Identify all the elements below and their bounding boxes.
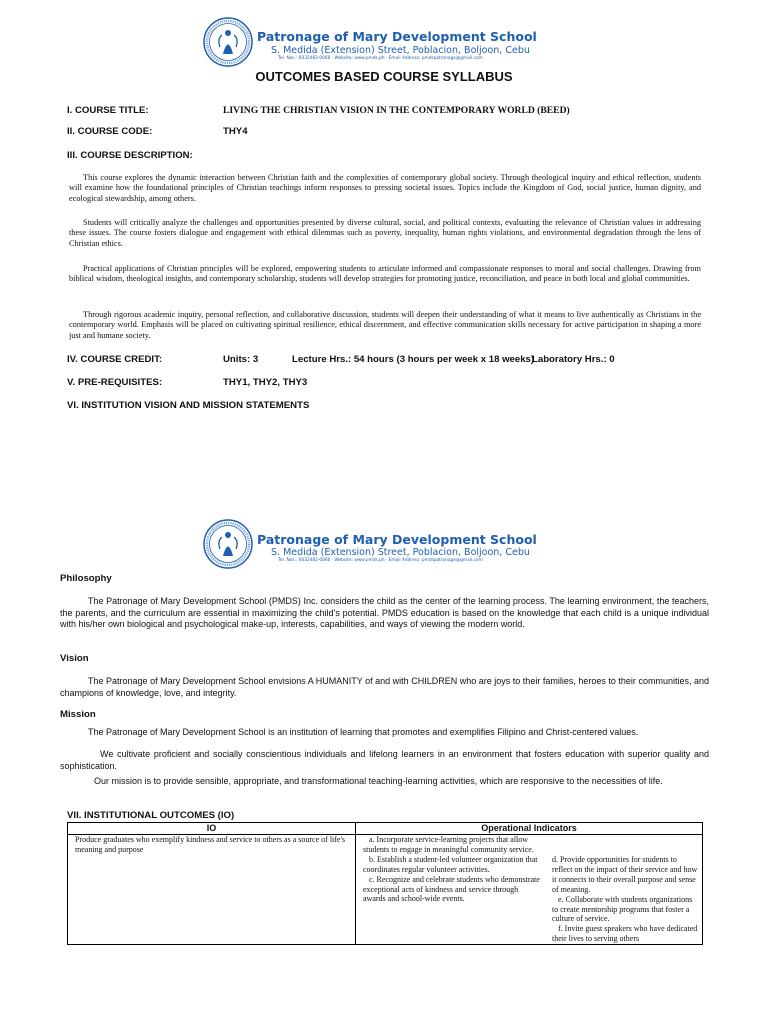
school-contact: Tel. Nos.: 6032482-0060 · Website: www.pmds.ph · Email Address: pmdspatronage@gmail.com — [278, 558, 483, 563]
prerequisites-value: THY1, THY2, THY3 — [223, 377, 308, 388]
course-credit-label: IV. COURSE CREDIT: — [67, 354, 163, 365]
io-cell — [68, 835, 356, 945]
school-address: S. Medida (Extension) Street, Poblacion, Boljoon, Cebu — [271, 547, 530, 558]
indicator-item: b. Establish a student-led volunteer organization that coordinates regular volunteer activities. — [363, 854, 538, 874]
column-header-io: IO — [68, 823, 356, 835]
indicators-left-cell — [356, 835, 545, 945]
course-description-paragraph: Students will critically analyze the challenges and opportunities presented by diverse cultural, social, and political contexts, evaluating the relevance of Christian values in addressing these issues. The course fosters dialogue and engagement with ethical dilemmas such as poverty, inequality, human rights violations, and environmental degradation through the lens of Christian ethics. — [69, 218, 701, 248]
school-name: Patronage of Mary Development School — [257, 29, 537, 44]
indicator-item: c. Recognize and celebrate students who demonstrate exceptional acts of kindness and service through awards and school-wide events. — [363, 874, 540, 904]
course-code-value: THY4 — [223, 126, 248, 137]
institutional-outcomes-heading: VII. INSTITUTIONAL OUTCOMES (IO) — [67, 810, 235, 821]
course-title-value: LIVING THE CHRISTIAN VISION IN THE CONTEMPORARY WORLD (BEED) — [223, 105, 570, 116]
course-lecture-hours: Lecture Hrs.: 54 hours (3 hours per week x 18 weeks) — [292, 354, 535, 365]
course-units: Units: 3 — [223, 354, 259, 365]
column-header-indicators: Operational Indicators — [356, 823, 703, 835]
indicator-item: a. Incorporate service-learning projects that allow students to engage in meaningful community service. — [363, 835, 534, 854]
course-title-label: I. COURSE TITLE: — [67, 105, 149, 116]
school-address: S. Medida (Extension) Street, Poblacion, Boljoon, Cebu — [271, 45, 530, 56]
school-contact: Tel. Nos.: 6032482-0060 · Website: www.pmds.ph · Email Address: pmdspatronage@gmail.com — [278, 56, 483, 61]
course-description-label: III. COURSE DESCRIPTION: — [67, 150, 193, 161]
vision-heading: Vision — [60, 653, 89, 664]
course-description-paragraph: Practical applications of Christian principles will be explored, empowering students to articulate informed and compassionate responses to moral and social challenges. Drawing from biblical wisdom, theological insights, and contemporary scholarship, students will develop strategies for promoting justice, reconciliation, and peace in both local and global communities. — [69, 264, 701, 284]
mission-heading: Mission — [60, 709, 96, 720]
document-title: OUTCOMES BASED COURSE SYLLABUS — [255, 69, 513, 84]
vision-mission-label: VI. INSTITUTION VISION AND MISSION STATEMENTS — [67, 400, 310, 411]
course-description-paragraph: Through rigorous academic inquiry, personal reflection, and collaborative discussion, students will deepen their understanding of what it means to live authentically as Christians in the contemporary world. Emphasis will be placed on cultivating spiritual resilience, ethical discernment, and effective communication skills necessary for active participation in shaping a more just and humane society. — [69, 310, 701, 340]
course-description-paragraph: This course explores the dynamic interaction between Christian faith and the complexities of contemporary global society. Through theological inquiry and ethical reflection, students will examine how the foundational principles of Christian teachings inform responses to pressing societal issues. Topics include the Kingdom of God, social justice, human dignity, and ecological stewardship, among others. — [69, 173, 701, 203]
mission-paragraph: Our mission is to provide sensible, appropriate, and transformational teaching-learning activities, which are responsive to the necessities of life. — [94, 776, 663, 786]
indicator-item: f. Invite guest speakers who have dedicated their lives to serving others — [552, 924, 698, 944]
course-code-label: II. COURSE CODE: — [67, 126, 153, 137]
indicators-right-cell — [544, 835, 703, 945]
course-lab-hours: Laboratory Hrs.: 0 — [532, 354, 615, 365]
indicator-item: d. Provide opportunities for students to reflect on the impact of their service and how it connects to their overall purpose and sense of meaning. — [552, 855, 698, 894]
institutional-outcomes-table — [67, 822, 703, 945]
philosophy-text: The Patronage of Mary Development School (PMDS) Inc. considers the child as the center of the learning process. The learning environment, the teachers, the parents, and the curriculum are essential in maximizing the child's potential. PMDS education is based on the knowledge that each child is a unique individual with his/her own biological and psychological make-up, interests, capabilities, and ways of viewing the modern world. — [60, 596, 709, 630]
mission-paragraph: We cultivate proficient and socially conscientious individuals and lifelong learners in an environment that fosters education with superior quality and sophistication. — [60, 749, 709, 771]
school-name: Patronage of Mary Development School — [257, 532, 537, 547]
table-row — [68, 835, 703, 945]
indicator-item: e. Collaborate with students organizations to create mentorship programs that foster a culture of service. — [552, 894, 693, 924]
table-header-row — [68, 823, 703, 835]
io-text: Produce graduates who exemplify kindness and service to others as a source of life's meaning and purpose — [75, 835, 346, 854]
philosophy-heading: Philosophy — [60, 573, 112, 584]
school-seal-icon — [203, 519, 253, 569]
prerequisites-label: V. PRE-REQUISITES: — [67, 377, 163, 388]
mission-paragraph: The Patronage of Mary Development School is an institution of learning that promotes and exemplifies Filipino and Christ-centered values. — [88, 727, 639, 737]
school-seal-icon — [203, 17, 253, 67]
vision-text: The Patronage of Mary Development School envisions A HUMANITY of and with CHILDREN who are joys to their families, heroes to their communities, and champions of knowledge, love, and integrity. — [60, 676, 709, 698]
